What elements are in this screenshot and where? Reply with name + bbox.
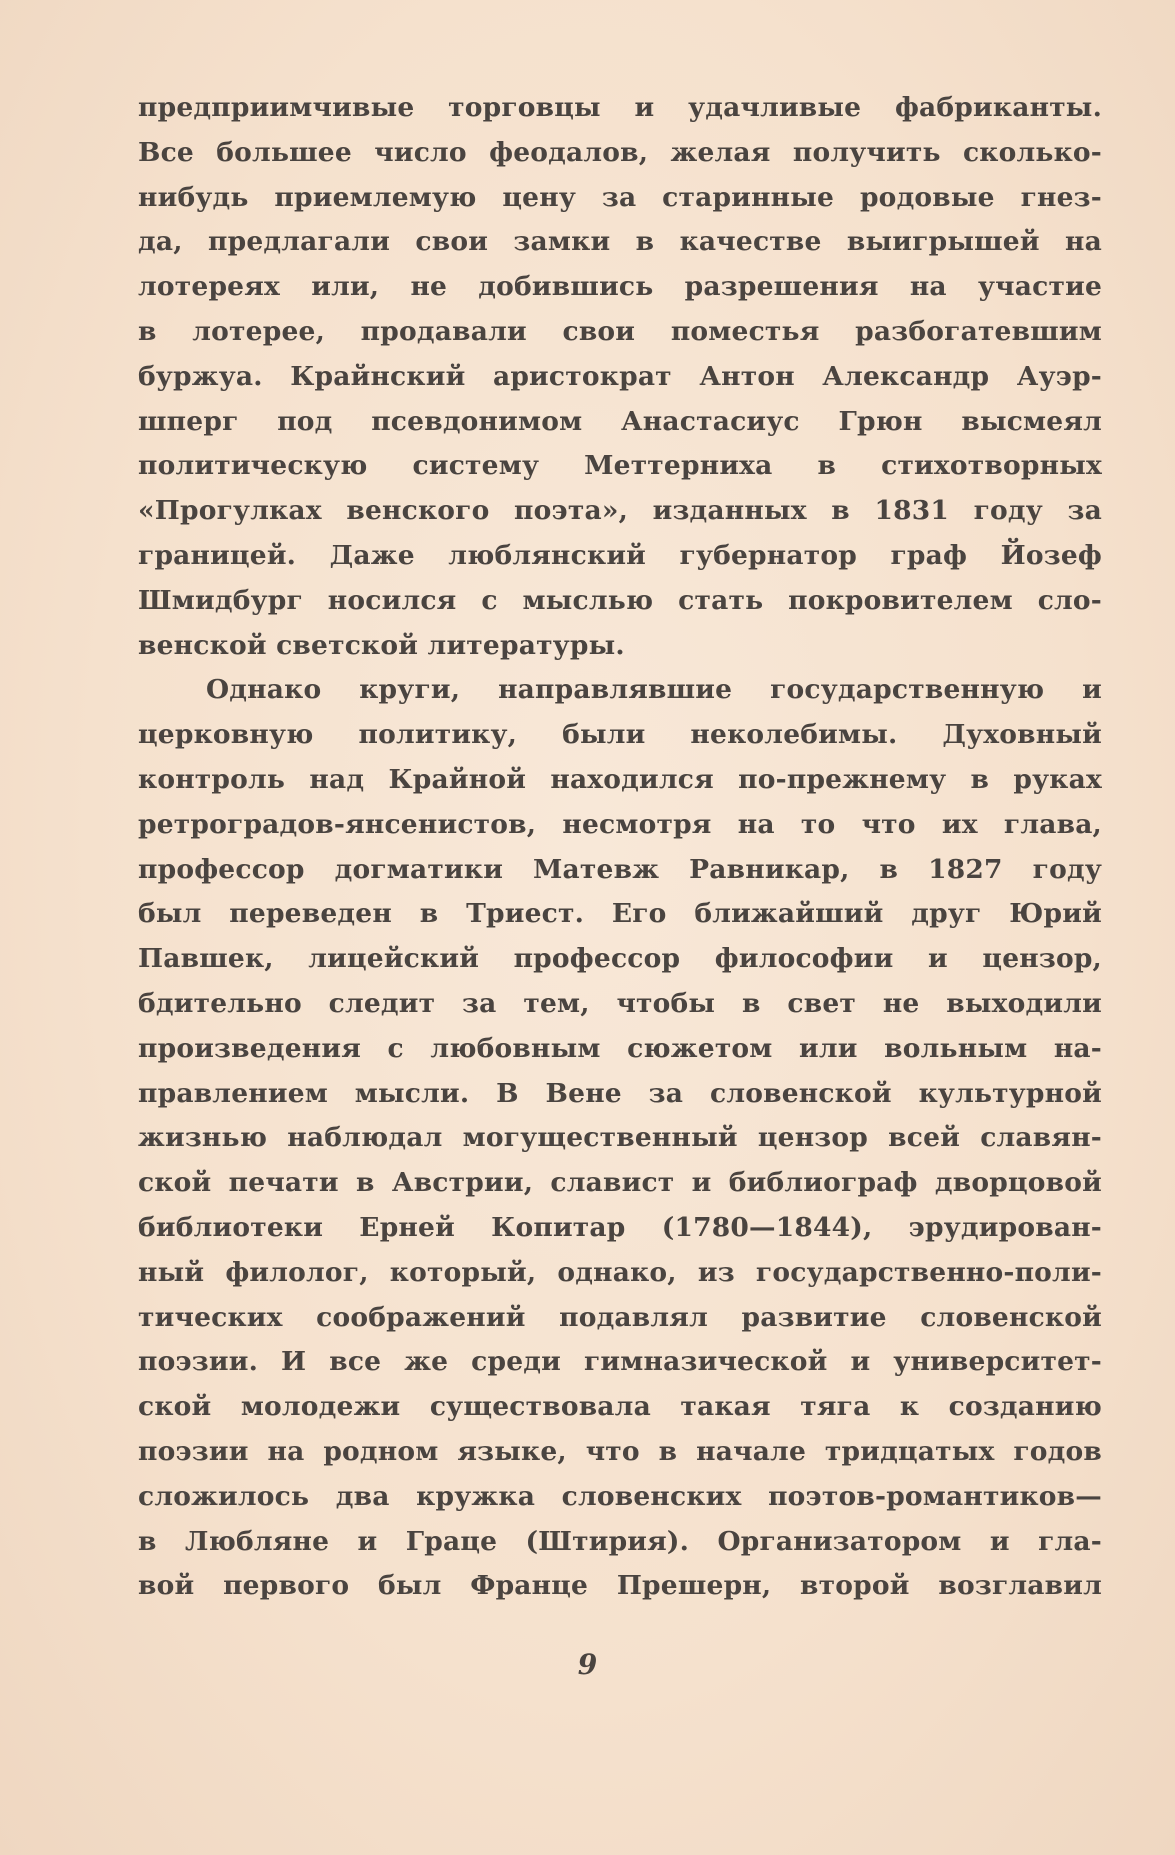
text-line: шперг под псевдонимом Анастасиус Грюн высмеял [138, 405, 1102, 437]
text-line: границей. Даже люблянский губернатор граф Йозеф [138, 539, 1102, 571]
text-line: вой первого был Франце Прешерн, второй возглавил [138, 1570, 1102, 1602]
text-line: был переведен в Триест. Его ближайший друг Юрий [138, 898, 1102, 930]
text-line: буржуа. Крайнский аристократ Антон Александр Ауэр- [138, 360, 1102, 392]
text-line: контроль над Крайной находился по-прежнему в руках [138, 763, 1102, 795]
text-line: «Прогулках венского поэта», изданных в 1831 году за [138, 495, 1102, 527]
text-line: Шмидбург носился с мыслью стать покровителем сло- [138, 584, 1102, 616]
text-line: ретроградов-янсенистов, несмотря на то что их глава, [138, 808, 1102, 840]
body-text [138, 86, 1102, 1609]
text-line: правлением мысли. В Вене за словенской культурной [138, 1077, 1102, 1109]
paragraph-1 [138, 86, 1102, 668]
text-line: ской печати в Австрии, славист и библиограф дворцовой [138, 1167, 1102, 1199]
text-line: церковную политику, были неколебимы. Духовный [138, 719, 1102, 751]
text-line: Однако круги, направлявшие государственную и [206, 674, 1102, 706]
paragraph-2 [138, 668, 1102, 1609]
text-line: произведения с любовным сюжетом или вольным на- [138, 1032, 1102, 1064]
text-line: ской молодежи существовала такая тяга к созданию [138, 1391, 1102, 1423]
text-line: поэзии на родном языке, что в начале тридцатых годов [138, 1435, 1102, 1467]
text-line: нибудь приемлемую цену за старинные родовые гнез- [138, 181, 1102, 213]
text-line: в лотерее, продавали свои поместья разбогатевшим [138, 315, 1102, 347]
text-line: поэзии. И все же среди гимназической и университет- [138, 1346, 1102, 1378]
text-line: предприимчивые торговцы и удачливые фабриканты. [138, 92, 1102, 123]
text-line: венской светской литературы. [138, 629, 625, 661]
text-line: жизнью наблюдал могущественный цензор всей славян- [138, 1122, 1102, 1154]
page-number: 9 [577, 1648, 598, 1681]
text-line: да, предлагали свои замки в качестве выигрышей на [138, 226, 1102, 258]
text-line: ный филолог, который, однако, из государственно-поли- [138, 1256, 1102, 1288]
text-line: политическую систему Меттерниха в стихотворных [138, 450, 1102, 482]
text-line: в Любляне и Граце (Штирия). Организатором и гла- [138, 1525, 1102, 1557]
text-line: лотереях или, не добившись разрешения на участие [138, 271, 1102, 303]
text-line: библиотеки Ерней Копитар (1780—1844), эрудирован- [138, 1211, 1102, 1243]
text-line: бдительно следит за тем, чтобы в свет не выходили [138, 987, 1102, 1019]
text-line: Павшек, лицейский профессор философии и цензор, [138, 943, 1102, 975]
text-line: профессор догматики Матевж Равникар, в 1827 году [138, 853, 1102, 885]
text-line: сложилось два кружка словенских поэтов-романтиков— [138, 1480, 1102, 1512]
text-line: Все большее число феодалов, желая получить сколько- [138, 136, 1102, 168]
text-line: тических соображений подавлял развитие словенской [138, 1301, 1102, 1333]
